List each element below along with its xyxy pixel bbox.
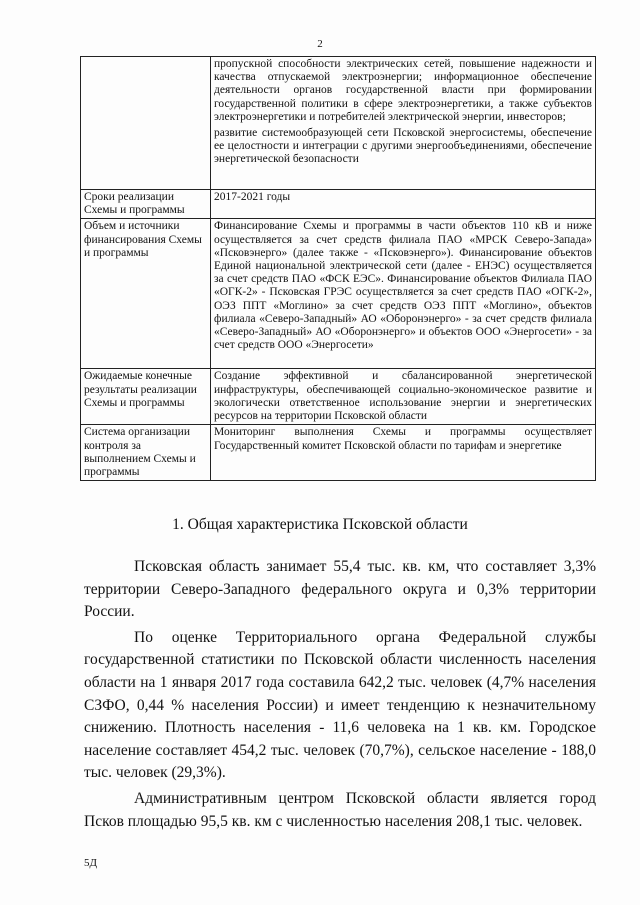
body-paragraph: По оценке Территориального органа Федеральной службы государственной статистики по Псковской области численность населения области на 1 января 2017 года составила 642,2 тыс. человек (4,7% населения СЗФО, 0,44 % населения России) и имеет тенденцию к незначительному снижению. Плотность населения - 11,6 человека на 1 кв. км. Городское население составляет 454,2 тыс. человек (70,7%), сельское население - 188,0 тыс. человек (29,3%). xyxy=(84,628,596,782)
row-paragraph: Финансирование Схемы и программы в части объектов 110 кВ и ниже осуществляется за счет средств филиала ПАО «МРСК Северо-Запада» «Псковэнерго» (далее также - «Псковэнерго»). Финансирование объектов Единой национальной электрической сети (далее - ЕНЭС) осуществляется за счет средств ПАО «ФСК ЕЭС». Финансирование объектов Филиала ПАО «ОГК-2» - Псковская ГРЭС осуществляется за счет средств ПАО «ОГК-2», ОЭЗ ППТ «Моглино» за счет средств ОЭЗ ППТ «Моглино», объектов филиала «Северо-Западный» АО «Оборонэнерго» - за счет средств филиала «Северо-Западный» АО «Оборонэнерго» и объектов ООО «Энергосети» - за счет средств ООО «Энергосети» xyxy=(214,220,592,352)
row-content xyxy=(211,369,596,425)
table-row xyxy=(81,219,596,369)
row-label: Ожидаемые конечные результаты реализации Схемы и программы xyxy=(81,369,211,425)
row-paragraph: Создание эффективной и сбалансированной энергетической инфраструктуры, обеспечивающей социально-экономическое развитие и экологически ответственное использование энергии и энергетических ресурсов на территории Псковской области xyxy=(214,370,592,423)
section-title: 1. Общая характеристика Псковской области xyxy=(172,516,468,533)
row-content xyxy=(211,190,596,219)
row-label: Система организации контроля за выполнением Схемы и программы xyxy=(81,425,211,481)
passport-table xyxy=(80,56,596,481)
row-content xyxy=(211,219,596,369)
table-row xyxy=(81,369,596,425)
body-paragraph: Псковская область занимает 55,4 тыс. кв. км, что составляет 3,3% территории Северо-Западного федерального округа и 0,3% территории России. xyxy=(84,558,596,621)
row-content xyxy=(211,425,596,481)
table-row xyxy=(81,57,596,190)
table-row xyxy=(81,190,596,219)
body-text xyxy=(84,556,596,836)
row-label xyxy=(81,57,211,190)
row-paragraph: Мониторинг выполнения Схемы и программы осуществляет Государственный комитет Псковской области по тарифам и энергетике xyxy=(214,426,592,452)
page-number: 2 xyxy=(317,38,323,50)
row-content xyxy=(211,57,596,190)
row-paragraph: пропускной способности электрических сетей, повышение надежности и качества отпускаемой электроэнергии; информационное обеспечение деятельности органов государственной власти при формировании государственной политики в сфере электроэнергетики, а также субъектов электроэнергетики и потребителей электрической энергии, инвесторов; xyxy=(214,58,592,123)
body-paragraph: Административным центром Псковской области является город Псков площадью 95,5 кв. км с численностью населения 208,1 тыс. человек. xyxy=(84,789,596,830)
footer-code: 5Д xyxy=(84,857,98,869)
table-row xyxy=(81,425,596,481)
row-paragraph: 2017-2021 годы xyxy=(214,191,291,203)
row-label: Объем и источники финансирования Схемы и программы xyxy=(81,219,211,369)
row-label: Сроки реализации Схемы и программы xyxy=(81,190,211,219)
row-paragraph: развитие системообразующей сети Псковской энергосистемы, обеспечение ее целостности и интеграции с другими энергообъединениями, обеспечение энергетической безопасности xyxy=(214,127,592,166)
